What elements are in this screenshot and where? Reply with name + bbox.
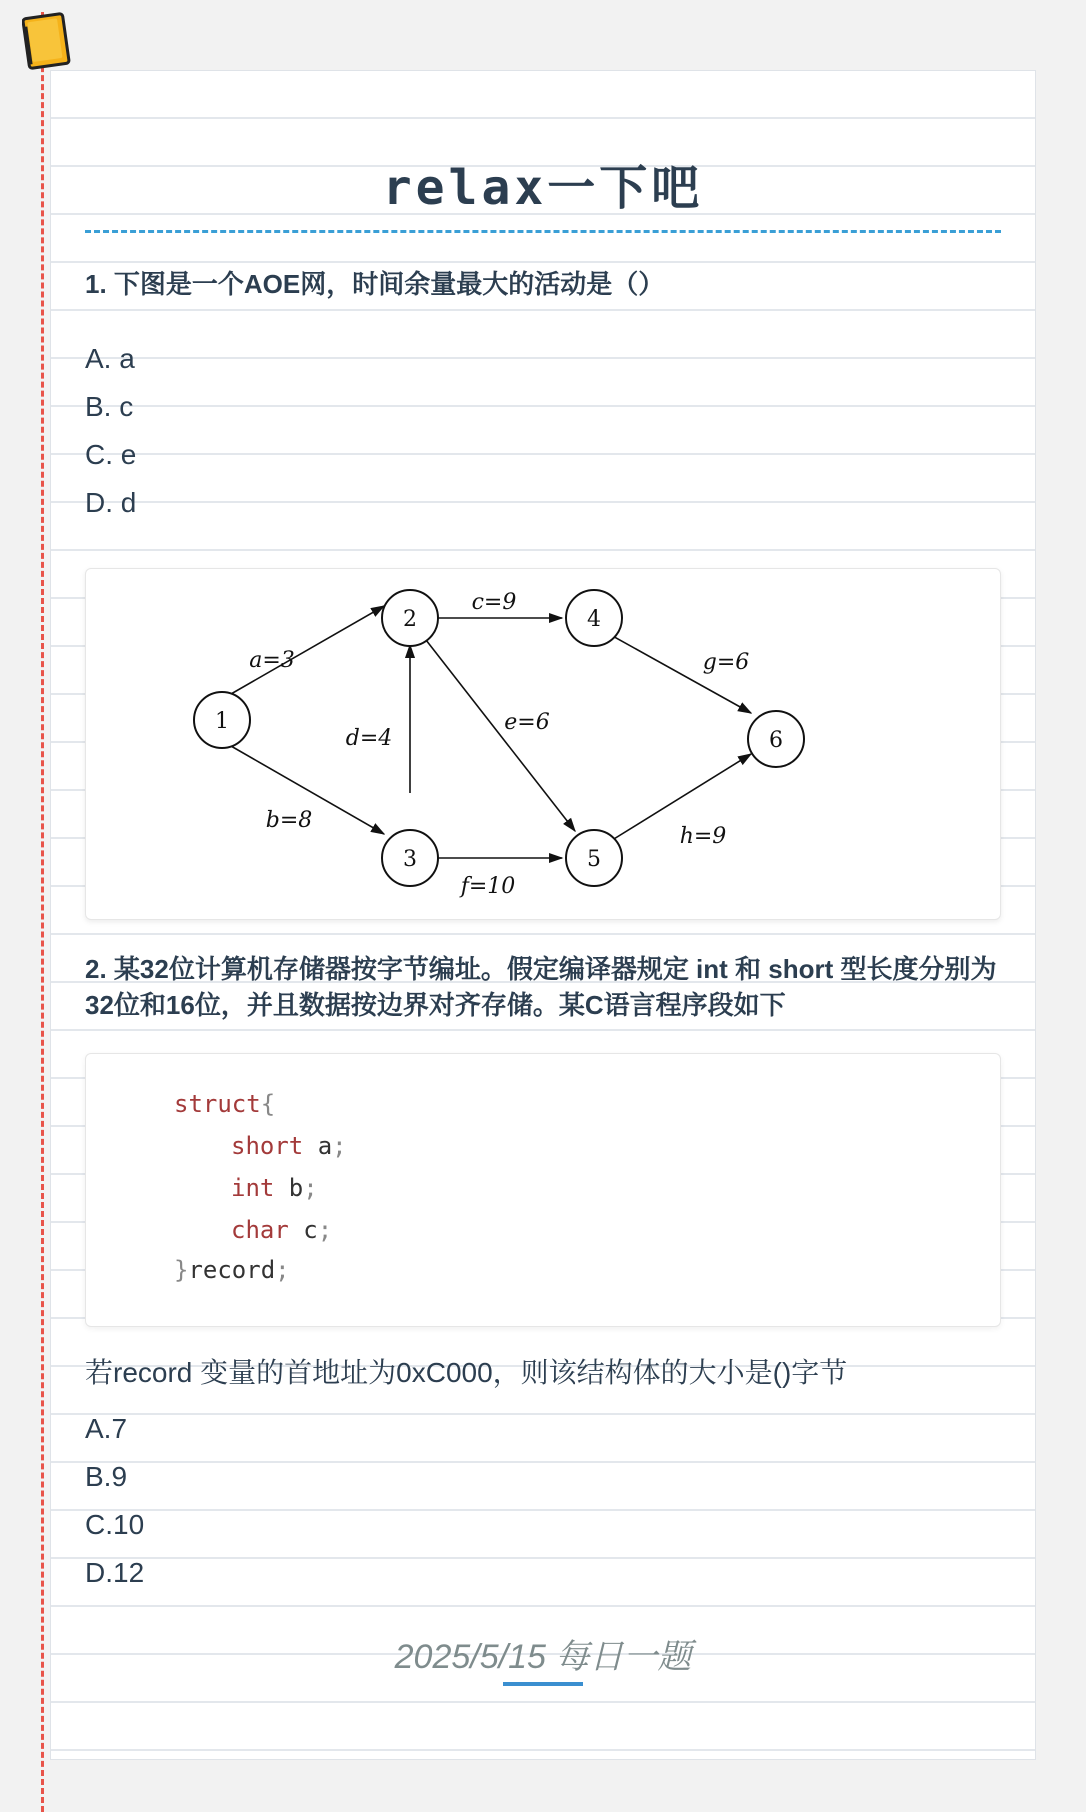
node-label-2: 2: [403, 607, 417, 632]
question-2-options: [85, 1405, 144, 1597]
node-label-5: 5: [587, 847, 601, 872]
node-label-4: 4: [587, 607, 601, 632]
question-1-option-b[interactable]: B. c: [85, 391, 134, 422]
edge-2-5: [426, 640, 575, 831]
code-keyword-char: char: [231, 1216, 289, 1244]
question-2-option-b[interactable]: B.9: [85, 1461, 128, 1492]
code-struct-name: record: [188, 1256, 276, 1284]
page-title: relax一下吧: [382, 160, 704, 216]
question-1-option-d[interactable]: D. d: [85, 487, 137, 518]
edge-1-2: [224, 606, 384, 698]
node-label-3: 3: [403, 847, 417, 872]
code-block: [85, 1053, 1001, 1327]
edge-label-c: c=9: [471, 590, 517, 615]
edge-label-e: e=6: [504, 710, 550, 735]
question-2-option-c[interactable]: C.10: [85, 1509, 145, 1540]
notebook-margin-line: [41, 12, 44, 1812]
question-2-stem: 若record 变量的首地址为0xC000，则该结构体的大小是()字节: [85, 1357, 848, 1388]
question-1-title: 1. 下图是一个AOE网，时间余量最大的活动是（）: [85, 269, 665, 299]
title-divider: [85, 230, 1001, 233]
question-2-option-d[interactable]: D.12: [85, 1557, 145, 1588]
aoe-network-diagram: [86, 569, 1002, 919]
code-semicolon: ;: [275, 1256, 290, 1284]
code-field-c: c: [288, 1216, 318, 1244]
notebook-icon: [22, 12, 74, 72]
code-keyword-struct: struct: [174, 1090, 261, 1118]
footer-date: 2025/5/15 每日一题: [394, 1638, 692, 1676]
question-2-title: 2. 某32位计算机存储器按字节编址。假定编译器规定 int 和 short 型长度分别为32位和16位，并且数据按边界对齐存储。某C语言程序段如下: [85, 954, 997, 1020]
edge-label-f: f=10: [460, 874, 516, 899]
code-keyword-short: short: [231, 1132, 304, 1160]
aoe-network-figure: [85, 568, 1001, 920]
code-semicolon: ;: [317, 1216, 333, 1244]
code-line-2: [231, 1132, 347, 1160]
code-field-a: a: [303, 1132, 333, 1160]
code-open-brace: {: [260, 1090, 276, 1118]
question-1-options: [85, 335, 136, 527]
edge-label-g: g=6: [702, 650, 750, 675]
code-semicolon: ;: [303, 1174, 318, 1202]
code-line-4: [231, 1216, 332, 1244]
edge-label-a: a=3: [249, 648, 295, 673]
node-label-6: 6: [769, 728, 783, 753]
edge-label-h: h=9: [679, 824, 727, 849]
question-2-option-a[interactable]: A.7: [85, 1413, 128, 1444]
code-line-5: [174, 1256, 290, 1284]
question-1-option-c[interactable]: C. e: [85, 439, 137, 470]
code-line-1: [174, 1090, 275, 1118]
edge-label-b: b=8: [265, 808, 313, 833]
node-label-1: 1: [215, 709, 229, 734]
code-close-brace: }: [174, 1256, 189, 1284]
code-field-b: b: [274, 1174, 304, 1202]
code-semicolon: ;: [332, 1132, 347, 1160]
footer-underline: [503, 1682, 583, 1686]
note-page: [50, 70, 1036, 1760]
question-1-option-a[interactable]: A. a: [85, 343, 135, 374]
code-keyword-int: int: [231, 1174, 275, 1202]
edge-label-d: d=4: [345, 726, 393, 751]
code-line-3: [231, 1174, 318, 1202]
